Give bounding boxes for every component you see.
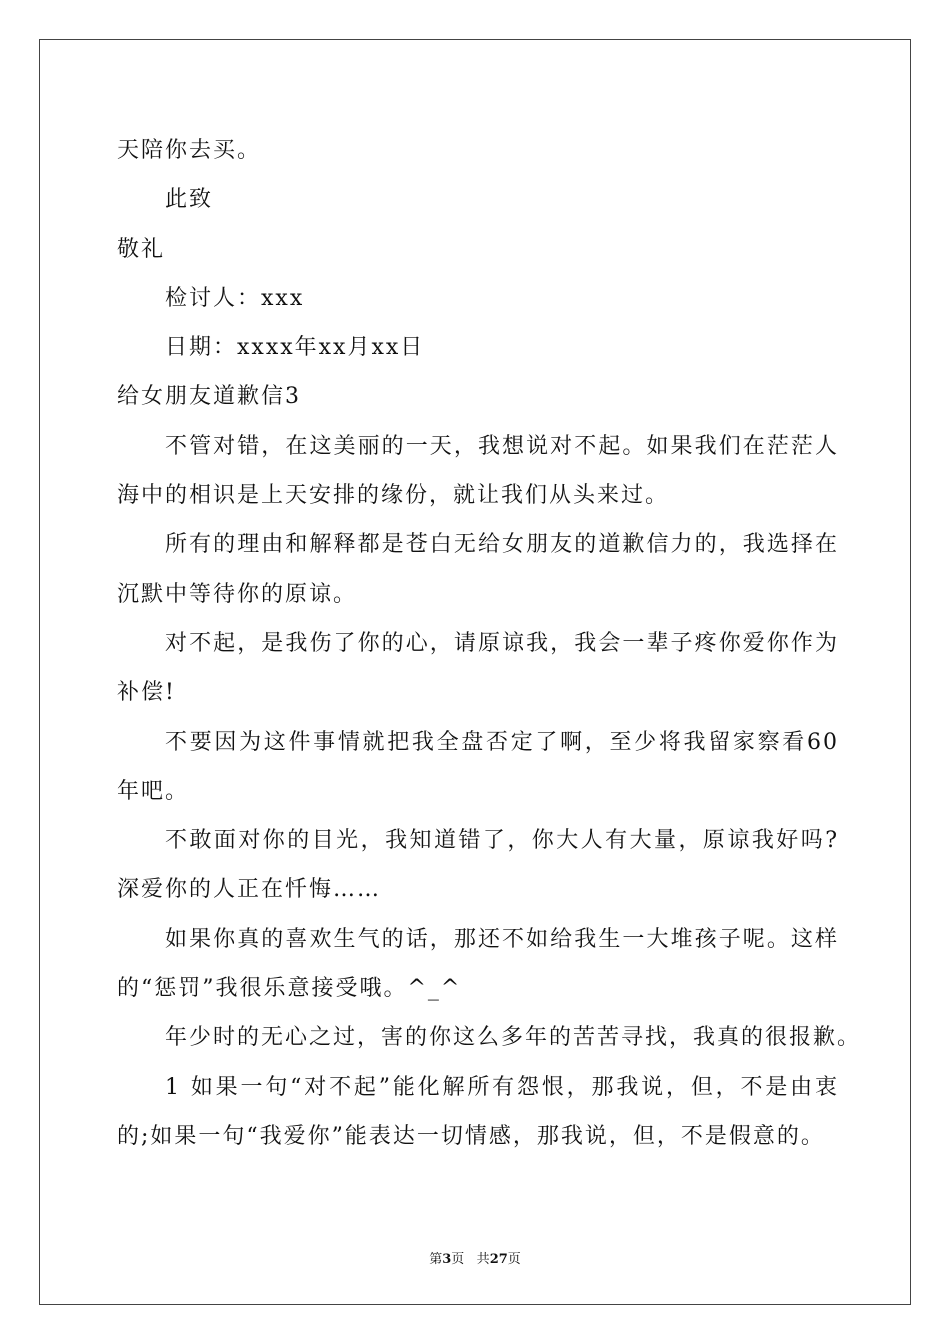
section-heading: 给女朋友道歉信3 bbox=[117, 384, 301, 410]
paragraph-line: 对不起，是我伤了你的心，请原谅我，我会一辈子疼你爱你作为 bbox=[165, 630, 839, 656]
paragraph-line: 深爱你的人正在忏悔…… bbox=[117, 877, 382, 903]
date-line: 日期：xxxx年xx月xx日 bbox=[165, 335, 425, 361]
paragraph-line: 不管对错，在这美丽的一天，我想说对不起。如果我们在茫茫人 bbox=[165, 433, 839, 459]
paragraph-line: 的“惩罚”我很乐意接受哦。^_^ bbox=[117, 976, 462, 1002]
paragraph-line: 不要因为这件事情就把我全盘否定了啊，至少将我留家察看60 bbox=[165, 729, 839, 755]
page-footer bbox=[0, 1248, 950, 1267]
total-pages: 27 bbox=[489, 1252, 508, 1267]
signer-line: 检讨人：xxx bbox=[165, 285, 305, 311]
paragraph-line: 年吧。 bbox=[117, 778, 190, 804]
paragraph-line: 如果你真的喜欢生气的话，那还不如给我生一大堆孩子呢。这样 bbox=[165, 926, 839, 952]
paragraph-line: 补偿! bbox=[117, 680, 176, 706]
paragraph-line: 的;如果一句“我爱你”能表达一切情感，那我说，但，不是假意的。 bbox=[117, 1123, 825, 1149]
closing-regards: 敬礼 bbox=[117, 236, 166, 262]
document-body bbox=[117, 126, 862, 1161]
page-prefix: 第 bbox=[429, 1252, 443, 1267]
paragraph-line: 所有的理由和解释都是苍白无给女朋友的道歉信力的，我选择在 bbox=[165, 532, 839, 558]
closing-salutation: 此致 bbox=[165, 187, 214, 213]
paragraph-line: 海中的相识是上天安排的缘份，就让我们从头来过。 bbox=[117, 483, 670, 509]
paragraph-line: 年少时的无心之过，害的你这么多年的苦苦寻找，我真的很报歉。 bbox=[165, 1025, 862, 1051]
page-suffix: 页 bbox=[451, 1252, 465, 1267]
paragraph-line: 不敢面对你的目光，我知道错了，你大人有大量，原谅我好吗? bbox=[165, 828, 839, 854]
paragraph-line: 1 如果一句“对不起”能化解所有怨恨，那我说，但，不是由衷 bbox=[165, 1074, 839, 1100]
text-line-continuation: 天陪你去买。 bbox=[117, 138, 262, 163]
paragraph-line: 沉默中等待你的原谅。 bbox=[117, 581, 358, 607]
total-suffix: 页 bbox=[507, 1252, 521, 1267]
total-prefix: 共 bbox=[476, 1252, 490, 1267]
page-number: 3 bbox=[442, 1252, 452, 1267]
